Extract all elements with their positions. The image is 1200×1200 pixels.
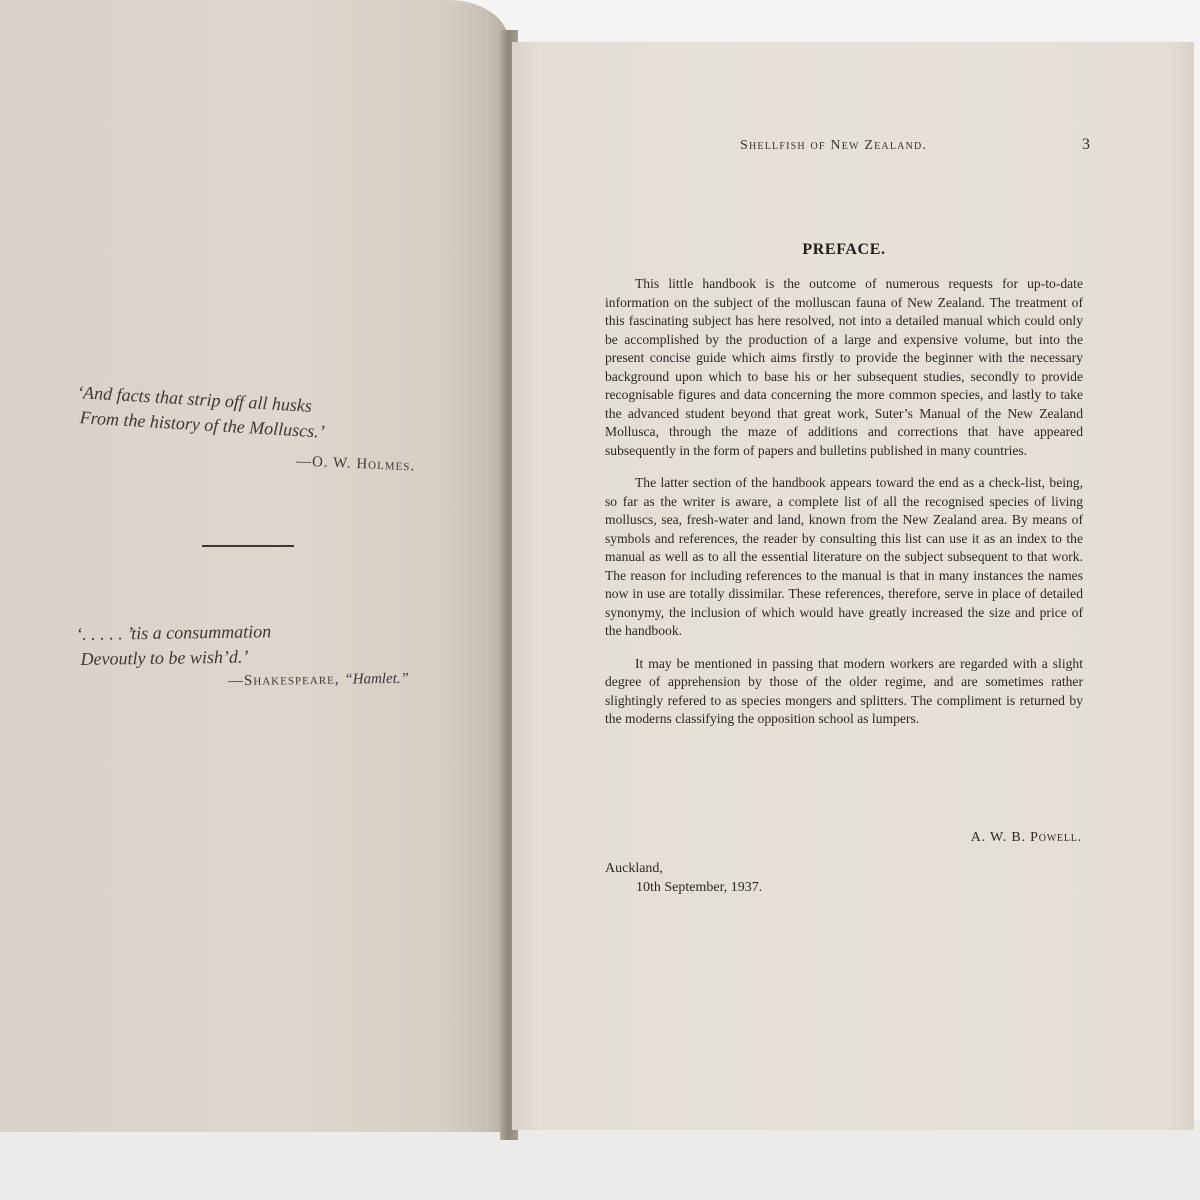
preface-title: PREFACE. bbox=[802, 241, 886, 258]
epigraph-divider bbox=[202, 545, 294, 547]
epigraph-shakespeare-attribution bbox=[228, 671, 409, 691]
left-page bbox=[0, 0, 508, 1132]
epigraph-holmes-line-2: From the history of the Molluscs.’ bbox=[79, 407, 326, 442]
attribution-work: “Hamlet.” bbox=[344, 670, 410, 688]
preface-paragraph-2: The latter section of the handbook appears toward the end as a check-list, being, so far as the writer is aware, a complete list of all the recognised species of living molluscs, sea, fresh-water and land, known from the New Zealand area. By means of symbols and references, the reader by consulting this list can use it as an index to the manual as well as to all the essential literature on the subject subsequent to that work. The reason for including references to the manual is that in many instances the names now in use are totally dissimilar. These references, therefore, serve in place of detailed synonymy, the inclusion of which would have greatly increased the size and price of the handbook. bbox=[605, 475, 1083, 638]
epigraph-holmes-attribution: —O. W. Holmes. bbox=[295, 453, 416, 475]
epigraph-shakespeare bbox=[76, 619, 272, 672]
page-number: 3 bbox=[1082, 136, 1090, 153]
running-head: Shellfish of New Zealand. bbox=[740, 138, 928, 153]
preface-paragraph-1: This little handbook is the outcome of numerous requests for up-to-date information on the subject of the molluscan fauna of New Zealand. The treatment of this fascinating subject has here resolved, not into a detailed manual which could only be accomplished by the production of a large and expensive volume, but into the present concise guide which aims firstly to provide the beginner with the necessary background upon which to base his or her subsequent studies, secondly to provide recognisable figures and data concerning the more common species, and lastly to take the advanced student beyond that great work, Suter’s Manual of the New Zealand Mollusca, through the maze of additions and corrections that have appeared subsequently in the form of papers and bulletins published in many countries. bbox=[605, 276, 1083, 458]
epigraph-holmes bbox=[75, 380, 327, 445]
preface-body bbox=[605, 275, 1083, 743]
author-signature: A. W. B. Powell. bbox=[970, 830, 1082, 845]
attribution-author: —Shakespeare, bbox=[227, 671, 340, 690]
date: 10th September, 1937. bbox=[636, 880, 763, 895]
epigraph-shakespeare-line-2: Devoutly to be wish’d.’ bbox=[80, 646, 249, 669]
epigraph-holmes-line-1: ‘And facts that strip off all husks bbox=[76, 381, 313, 416]
table-surface bbox=[0, 1120, 1200, 1200]
place: Auckland, bbox=[605, 861, 663, 876]
right-page bbox=[512, 42, 1194, 1130]
epigraph-shakespeare-line-1: ‘. . . . . ’tis a consummation bbox=[76, 621, 272, 644]
preface-paragraph-3: It may be mentioned in passing that modern workers are regarded with a slight degree of apprehension by those of the older regime, and are sometimes rather slightingly refered to as species mongers and splitters. The compliment is returned by the moderns classifying the opposition school as lumpers. bbox=[605, 655, 1083, 726]
